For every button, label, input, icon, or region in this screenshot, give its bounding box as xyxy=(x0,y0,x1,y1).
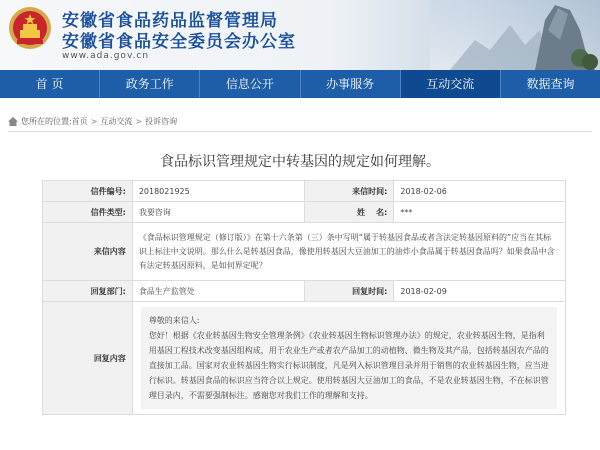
sender-name-value: *** xyxy=(394,202,566,223)
breadcrumb-item-complaints[interactable]: 投诉咨询 xyxy=(145,116,178,126)
reply-department-label: 回复部门: xyxy=(43,281,133,302)
reply-date-value: 2018-02-09 xyxy=(394,281,566,302)
table-row xyxy=(43,302,566,415)
breadcrumb-separator: > xyxy=(135,116,143,126)
breadcrumb-item-home[interactable]: 首页 xyxy=(71,116,88,126)
breadcrumb-separator: > xyxy=(90,116,98,126)
nav-item-government-affairs[interactable]: 政务工作 xyxy=(100,70,200,98)
table-row xyxy=(43,223,566,281)
reply-date-label: 回复时间: xyxy=(304,281,394,302)
breadcrumb-prefix: 您所在的位置: xyxy=(21,116,72,126)
agency-title-secondary: 安徽省食品安全委员会办公室 xyxy=(62,32,296,52)
page-title: 食品标识管理规定中转基因的规定如何理解。 xyxy=(160,154,440,170)
letter-type-value: 我要咨询 xyxy=(132,202,304,223)
letter-content-cell xyxy=(132,223,565,281)
nav-item-data-query[interactable]: 数据查询 xyxy=(526,77,575,91)
nav-item-interaction[interactable]: 互动交流 xyxy=(401,70,501,98)
sender-name-label: 姓 名: xyxy=(304,202,394,223)
main-nav xyxy=(0,70,600,98)
table-row xyxy=(43,181,566,202)
nav-item-services[interactable]: 办事服务 xyxy=(301,70,401,98)
letter-content-label: 来信内容 xyxy=(43,223,133,281)
reply-content-box xyxy=(141,307,557,409)
letter-number-value: 2018021925 xyxy=(132,181,304,202)
breadcrumb-item-interaction[interactable]: 互动交流 xyxy=(100,116,133,126)
reply-department-value: 食品生产监管处 xyxy=(132,281,304,302)
letter-date-value: 2018-02-06 xyxy=(394,181,566,202)
letter-content-text: 《食品标识管理规定（修订版）》在第十六条第（三）条中写明“属于转基因食品或者含法定转基因原料的”应当在其标识上标注中文说明。那么什么是转基因食品，像使用转基因大豆油加工的油炸小食品属于转基因食品吗？如果食品中含有法定转基因原料，是如何界定呢？ xyxy=(138,232,555,270)
letter-number-label: 信件编号: xyxy=(43,181,133,202)
breadcrumb-divider xyxy=(8,131,592,132)
table-row xyxy=(43,281,566,302)
reply-content-cell xyxy=(132,302,565,415)
site-url: www.ada.gov.cn xyxy=(62,51,150,61)
header-banner xyxy=(0,0,600,70)
mountain-scenery-image xyxy=(430,0,600,70)
letter-type-label: 信件类型: xyxy=(43,202,133,223)
breadcrumb xyxy=(8,113,592,129)
letter-info-table xyxy=(42,180,566,415)
reply-greeting: 尊敬的来信人: xyxy=(148,316,200,325)
national-emblem-icon xyxy=(7,4,53,52)
letter-date-label: 来信时间: xyxy=(304,181,394,202)
reply-body: 您好！根据《农业转基因生物安全管理条例》《农业转基因生物标识管理办法》的规定，农业转基因生物，是指利用基因工程技术改变基因组构成，用于农业生产或者农产品加工的动植物、微生物及其产品，包括转基因农产品的直接加工品。国家对农业转基因生物实行标识制度，凡是列入标识管理目录并用于销售的农业转基因生物，应当进行标识。转基因食品的标识应当符合以上规定。使用转基因大豆油加工的食品，不是农业转基因生物，不在标识管理目录内，不需要强制标注。感谢您对我们工作的理解和支持。 xyxy=(148,331,549,400)
table-row xyxy=(43,202,566,223)
reply-content-label: 回复内容 xyxy=(43,302,133,415)
home-icon xyxy=(8,117,18,126)
nav-item-information-disclosure[interactable]: 信息公开 xyxy=(200,70,300,98)
nav-item-home[interactable]: 首 页 xyxy=(0,70,100,98)
agency-title-primary: 安徽省食品药品监督管理局 xyxy=(62,11,278,31)
